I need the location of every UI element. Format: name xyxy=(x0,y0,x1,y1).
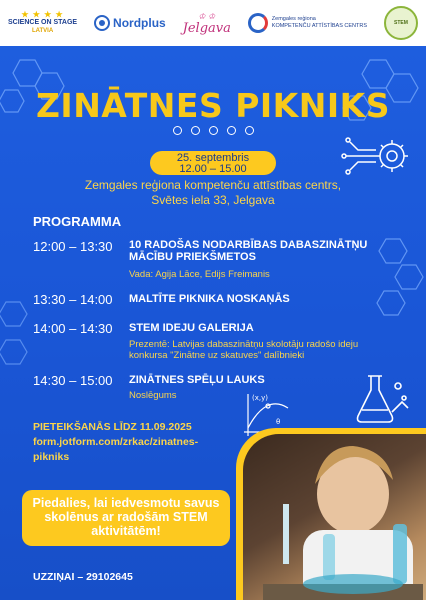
program-activity: 10 RADOŠAS NODARBĪBAS DABASZINĀTŅU MĀCĪBU PRIEKŠMETOS xyxy=(129,239,368,263)
dot-icon xyxy=(173,126,182,135)
program-activity: STEM IDEJU GALERIJA xyxy=(129,322,254,334)
hexagon-decoration-bottom-left xyxy=(0,296,40,376)
nordplus-text: Nordplus xyxy=(113,16,166,30)
event-hours: 12.00 – 15.00 xyxy=(179,163,247,175)
svg-text:(x,y): (x,y) xyxy=(252,394,268,402)
program-time: 14:30 – 15:00 xyxy=(33,373,113,388)
nordplus-mark-icon xyxy=(94,15,110,31)
svg-text:θ: θ xyxy=(276,418,281,426)
partner-logo-bar xyxy=(0,0,426,46)
child-experiment-photo xyxy=(243,434,426,600)
jelgava-text: Jelgava xyxy=(182,21,231,36)
logo-sos-country: LATVIA xyxy=(31,28,54,34)
registration xyxy=(33,420,233,465)
photo-illustration xyxy=(243,434,426,600)
program-time: 14:00 – 14:30 xyxy=(33,321,113,336)
crown-icon: ♔ ♔ xyxy=(198,12,216,21)
event-date: 25. septembris xyxy=(176,152,250,164)
zrkac-line2: KOMPETENČU ATTĪSTĪBAS CENTRS xyxy=(271,23,368,29)
venue-line2: Svētes iela 33, Jelgava xyxy=(151,193,275,207)
logo-stars-icon: ★ ★ ★ ★ xyxy=(21,10,64,19)
contact-info: UZZIŅAI – 29102645 xyxy=(33,571,133,583)
stem-badge-logo xyxy=(384,6,418,40)
program-heading: PROGRAMMA xyxy=(33,214,122,229)
poster-title: ZINĀTNES PIKNIKS xyxy=(35,86,390,125)
jelgava-logo xyxy=(183,11,231,35)
program-note: Noslēgums xyxy=(129,390,177,401)
program-time: 12:00 – 13:30 xyxy=(33,239,113,254)
program-time: 13:30 – 14:00 xyxy=(33,292,113,307)
dot-icon xyxy=(209,126,218,135)
venue-line1: Zemgales reģiona kompetenču attīstības centrs, xyxy=(84,178,342,192)
program-activity: MALTĪTE PIKNIKA NOSKAŅĀS xyxy=(129,293,290,305)
zrkac-logo xyxy=(248,13,367,33)
science-on-stage-logo xyxy=(8,11,77,35)
dot-icon xyxy=(191,126,200,135)
call-to-action: Piedalies, lai iedvesmotu savus skolēnus ar radošām STEM aktivitātēm! xyxy=(22,490,230,546)
program-activity: ZINĀTNES SPĒĻU LAUKS xyxy=(129,374,265,386)
program-note: Prezentē: Latvijas dabaszinātņu skolotāju radošo ideju konkursa "Zinātne uz skatuves" dalībnieki xyxy=(129,339,359,361)
dot-icon xyxy=(227,126,236,135)
nordplus-logo xyxy=(94,15,166,31)
zrkac-mark-icon xyxy=(248,13,268,33)
program-note: Vada: Agija Lāce, Edijs Freimanis xyxy=(129,269,270,280)
stem-badge-text: STEM xyxy=(394,20,408,26)
dot-icon xyxy=(245,126,254,135)
registration-deadline: PIETEIKŠANĀS LĪDZ 11.09.2025 xyxy=(33,421,192,433)
logo-sos-text: SCIENCE ON STAGE xyxy=(8,19,78,26)
venue xyxy=(0,178,426,208)
registration-link[interactable]: form.jotform.com/zrkac/zinatnes-pikniks xyxy=(33,436,199,463)
zrkac-line1: Zemgales reģiona xyxy=(271,16,316,22)
date-badge xyxy=(150,151,276,175)
title-dots xyxy=(0,126,426,135)
